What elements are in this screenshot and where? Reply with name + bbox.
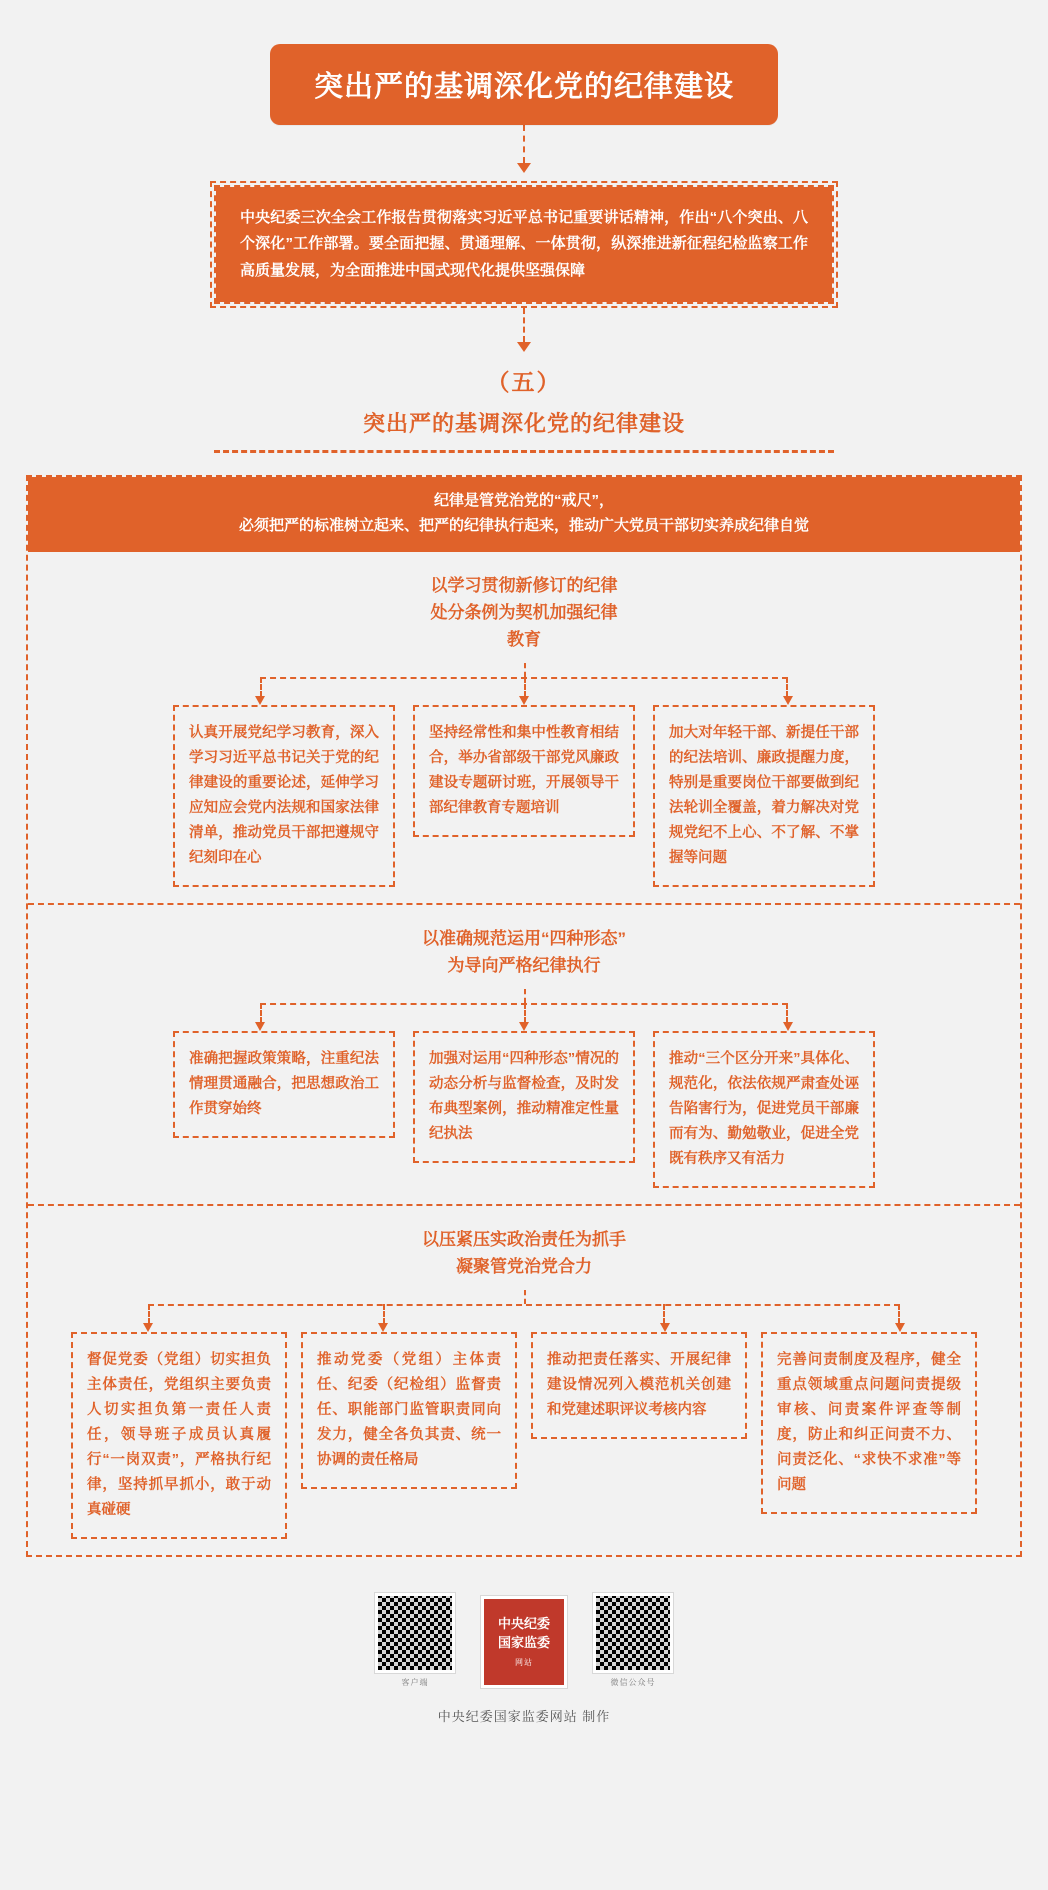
card: 准确把握政策策略，注重纪法情理贯通融合，把思想政治工作贯穿始终 [173,1031,395,1138]
group-3-title-line-2: 凝聚管党治党合力 [456,1257,592,1277]
connector-intro-to-section [523,308,525,342]
branch-drop [148,1304,150,1324]
divider [214,450,834,453]
group-2-title-line-2: 为导向严格纪律执行 [447,956,601,976]
title-section [0,0,1048,125]
branch-drop [524,1003,526,1023]
branch-drop [663,1304,665,1324]
banner-line-1: 纪律是管党治党的“戒尺”， [433,491,614,509]
intro-section [0,181,1048,308]
section-name: 突出严的基调深化党的纪律建设 [362,410,685,436]
credit-text: 中央纪委国家监委网站 制作 [437,1708,611,1724]
card: 加大对年轻干部、新提任干部的纪法培训、廉政提醒力度，特别是重要岗位干部要做到纪法轮训全覆盖，着力解决对党规党纪不上心、不了解、不掌握等问题 [653,705,875,887]
branch-drop [260,677,262,697]
emblem-sub: 网站 [515,1657,533,1667]
banner [28,477,1020,552]
card: 督促党委（党组）切实担负主体责任，党组织主要负责人切实担负第一责任人责任，领导班子成员认真履行“一岗双责”，严格执行纪律，坚持抓早抓小，敢于动真碰硬 [71,1332,287,1539]
emblem-block [481,1596,567,1688]
group-1-cards [38,705,1010,887]
branch-stem [524,1290,526,1304]
card: 认真开展党纪学习教育，深入学习习近平总书记关于党的纪律建设的重要论述，延伸学习应知应会党内法规和国家法律清单，推动党员干部把遵规守纪刻印在心 [173,705,395,887]
qr-left-block [375,1593,455,1688]
branch-drop [786,677,788,697]
group-1-title-line-3: 教育 [507,630,541,650]
group-3-title [38,1226,1010,1280]
banner-line-2: 必须把严的标准树立起来、把严的纪律执行起来，推动广大党员干部切实养成纪律自觉 [238,517,809,535]
card: 推动“三个区分开来”具体化、规范化，依法依规严肃查处诬告陷害行为，促进党员干部廉而有为、勤勉敬业，促进全党既有秩序又有活力 [653,1031,875,1188]
group-3-cards [38,1332,1010,1539]
emblem-line-1: 中央纪委 [497,1616,550,1632]
group-2-title-line-1: 以准确规范运用“四种形态” [422,928,626,948]
footer [0,1593,1048,1747]
intro-outline [210,181,838,308]
arrow-icon [255,1022,265,1031]
arrow-icon [519,696,529,705]
qr-code-icon[interactable] [375,1593,455,1673]
arrow-icon [895,1323,905,1332]
card: 坚持经常性和集中性教育相结合，举办省部级干部党风廉政建设专题研讨班，开展领导干部纪律教育专题培训 [413,705,635,837]
arrow-icon [660,1323,670,1332]
arrow-icon [255,696,265,705]
qr-right-caption: 微信公众号 [610,1677,656,1687]
connector-title-to-intro [523,125,525,163]
branch-drop [260,1003,262,1023]
qr-right-block [593,1593,673,1688]
card: 加强对运用“四种形态”情况的动态分析与监督检查，及时发布典型案例，推动精准定性量纪执法 [413,1031,635,1163]
arrow-icon [783,1022,793,1031]
intro-text: 中央纪委三次全会工作报告贯彻落实习近平总书记重要讲话精神，作出“八个突出、八个深化”工作部署。要全面把握、贯通理解、一体贯彻，纵深推进新征程纪检监察工作高质量发展，为全面推进中国式现代化提供坚强保障 [216,187,832,302]
qr-code-row [0,1593,1048,1688]
branch-stem [524,663,526,677]
arrow-icon [517,342,531,352]
card: 推动把责任落实、开展纪律建设情况列入模范机关创建和党建述职评议考核内容 [531,1332,747,1439]
emblem-line-2: 国家监委 [497,1635,550,1651]
main-container [26,475,1022,1557]
group-1-title [38,572,1010,654]
branch-drop [898,1304,900,1324]
branch-stem [524,989,526,1003]
card: 完善问责制度及程序，健全重点领域重点问题问责提级审核、问责案件评查等制度，防止和纠正问责不力、问责泛化、“求快不求准”等问题 [761,1332,977,1514]
arrow-icon [143,1323,153,1332]
card: 推动党委（党组）主体责任、纪委（纪检组）监督责任、职能部门监管职责同向发力，健全各负其责、统一协调的责任格局 [301,1332,517,1489]
group-1-title-line-2: 处分条例为契机加强纪律 [430,602,618,622]
group-1 [28,552,1020,903]
group-2-cards [38,1031,1010,1188]
arrow-icon [517,163,531,173]
branch-drop [383,1304,385,1324]
qr-left-caption: 客户端 [401,1677,429,1687]
arrow-icon [519,1022,529,1031]
branch-drop [524,677,526,697]
branch-connector-3 [38,1290,1010,1332]
branch-connector-2 [38,989,1010,1031]
branch-bar [148,1304,900,1306]
emblem-logo [481,1596,567,1688]
group-3-title-line-1: 以压紧压实政治责任为抓手 [422,1230,626,1249]
group-3 [28,1204,1020,1555]
branch-drop [786,1003,788,1023]
group-2 [28,903,1020,1204]
arrow-icon [783,696,793,705]
arrow-icon [378,1323,388,1332]
page-title: 突出严的基调深化党的纪律建设 [270,44,778,125]
group-1-title-line-1: 以学习贯彻新修订的纪律 [430,575,618,595]
branch-connector-1 [38,663,1010,705]
section-heading [0,364,1048,453]
group-2-title [38,925,1010,979]
section-number: （五） [486,368,562,395]
qr-code-icon[interactable] [593,1593,673,1673]
